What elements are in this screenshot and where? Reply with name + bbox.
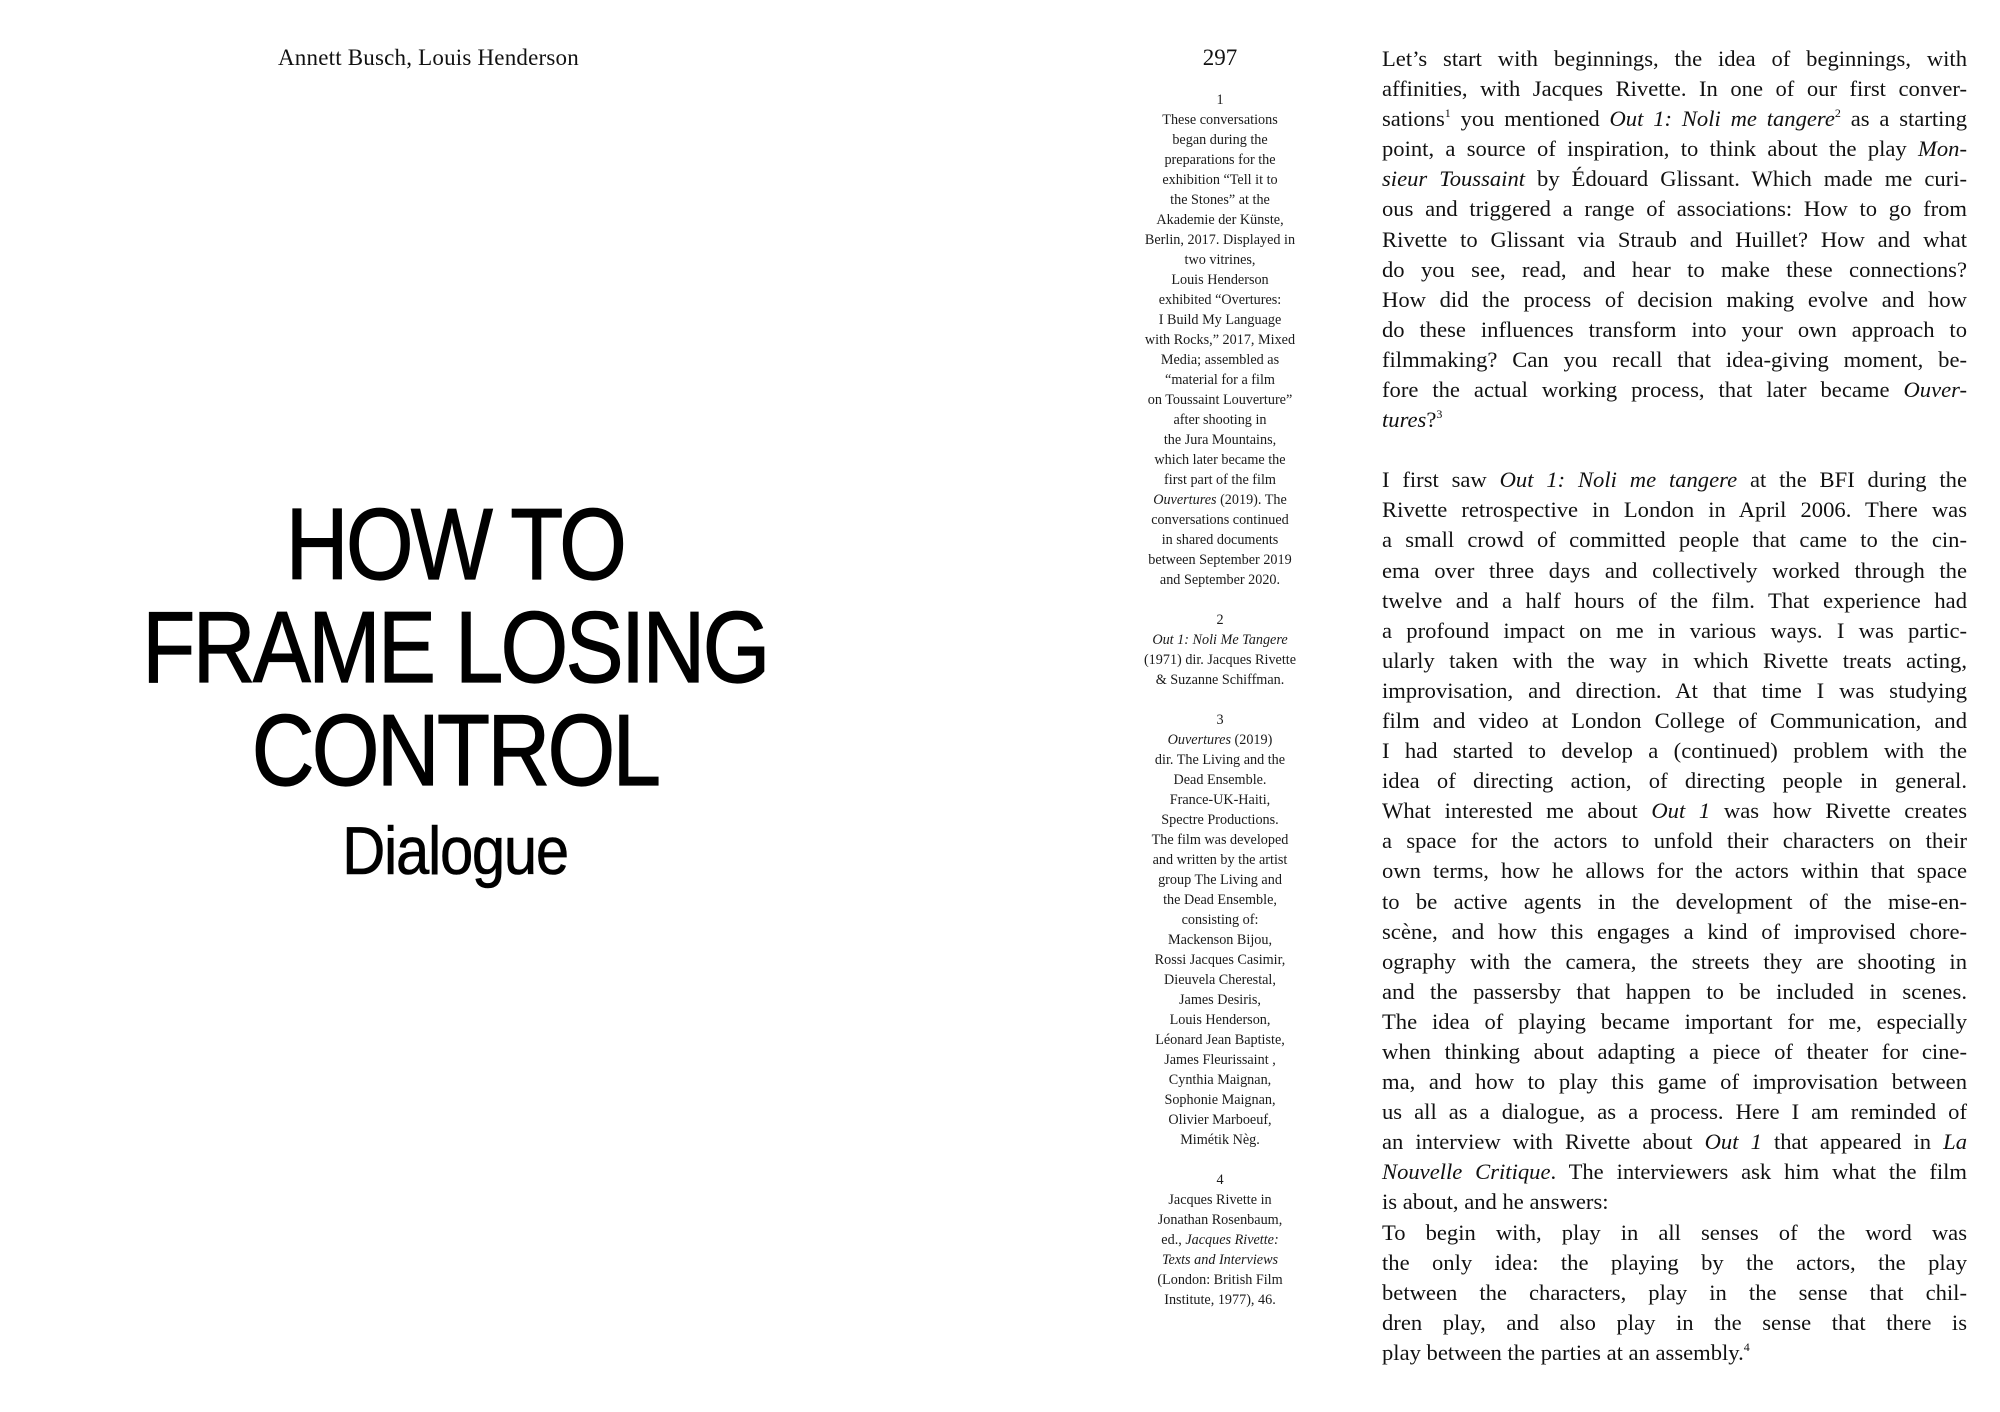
text-segment: Dieuvela Cherestal,: [1164, 972, 1276, 988]
footnote-reference: 3: [1436, 407, 1443, 422]
text-segment: group The Living and: [1158, 872, 1282, 888]
text-segment: the Stones” at the: [1170, 192, 1270, 208]
footnote-line: [1125, 1250, 1315, 1270]
text-segment: and September 2020.: [1159, 572, 1281, 588]
text-line: [1382, 315, 1967, 345]
text-line: [1382, 74, 1967, 104]
text-segment: The film was developed: [1151, 832, 1289, 848]
footnote-line: [1125, 1030, 1315, 1050]
text-segment: Léonard Jean Baptiste,: [1155, 1032, 1285, 1048]
italic-text: Ouvertures: [1167, 732, 1231, 748]
text-line: [1382, 225, 1967, 255]
text-segment: (1971) dir. Jacques Rivette: [1143, 652, 1297, 668]
text-line: [1382, 586, 1967, 616]
text-segment: How did the process of decision making evolve and how: [1382, 286, 1967, 312]
text-line: [1382, 646, 1967, 676]
footnote-line: [1125, 790, 1315, 810]
text-segment: Media; assembled as: [1160, 352, 1280, 368]
footnote-line: [1125, 1190, 1315, 1210]
text-segment: a space for the actors to unfold their characters on their: [1382, 828, 1967, 854]
text-line: [1382, 1278, 1967, 1308]
footnote-line: [1125, 930, 1315, 950]
footnote-line: [1125, 1210, 1315, 1230]
text-segment: is about, and he answers:: [1382, 1189, 1609, 1215]
text-line: [1382, 796, 1967, 826]
text-segment: fore the actual working process, that later became: [1382, 377, 1904, 403]
chapter-subtitle: Dialogue: [342, 813, 568, 889]
footnote-line: [1125, 150, 1315, 170]
italic-text: Nouvelle Critique: [1382, 1159, 1551, 1185]
italic-text: Mon-: [1918, 136, 1967, 162]
text-segment: Dead Ensemble.: [1173, 772, 1267, 788]
footnote-line: [1125, 810, 1315, 830]
footnote-line: [1125, 1090, 1315, 1110]
footnote-line: [1125, 570, 1315, 590]
footnote-line: [1125, 290, 1315, 310]
footnote-line: [1125, 970, 1315, 990]
footnote-line: [1125, 650, 1315, 670]
text-segment: dren play, and also play in the sense that there is: [1382, 1309, 1967, 1335]
text-line: [1382, 1097, 1967, 1127]
text-segment: which later became the: [1154, 452, 1286, 468]
footnote-line: [1125, 210, 1315, 230]
text-segment: ema over three days and collectively worked through the: [1382, 557, 1967, 583]
text-segment: the Dead Ensemble,: [1163, 892, 1277, 908]
text-line: [1382, 194, 1967, 224]
footnote-line: [1125, 310, 1315, 330]
italic-text: Texts and Interviews: [1161, 1252, 1279, 1268]
text-segment: twelve and a half hours of the film. That experience had: [1382, 587, 1967, 613]
text-segment: Berlin, 2017. Displayed in: [1144, 232, 1296, 248]
text-segment: I had started to develop a (continued) problem with the: [1382, 738, 1967, 764]
footnote-4: [1125, 1170, 1315, 1310]
running-head-authors: Annett Busch, Louis Henderson: [278, 45, 579, 70]
footnote-line: [1125, 1010, 1315, 1030]
text-segment: Mimétik Nèg.: [1180, 1132, 1260, 1148]
text-segment: as a starting: [1840, 106, 1967, 132]
text-segment: you mentioned: [1450, 106, 1610, 132]
footnote-line: [1125, 430, 1315, 450]
footnotes-column: [1125, 90, 1315, 1330]
text-segment: was how Rivette creates: [1710, 798, 1967, 824]
footnote-line: [1125, 1070, 1315, 1090]
text-line: [1382, 917, 1967, 947]
text-segment: ed.,: [1161, 1232, 1186, 1248]
text-line: [1382, 706, 1967, 736]
text-line: [1382, 556, 1967, 586]
text-line: [1382, 736, 1967, 766]
text-segment: ography with the camera, the streets they are shooting in: [1382, 948, 1967, 974]
footnote-line: [1125, 890, 1315, 910]
text-segment: (London: British Film: [1157, 1272, 1283, 1288]
text-segment: Spectre Productions.: [1161, 812, 1279, 828]
text-segment: began during the: [1172, 132, 1268, 148]
text-line: [1382, 1187, 1967, 1217]
italic-text: sieur Toussaint: [1382, 166, 1526, 192]
footnote-line: [1125, 470, 1315, 490]
text-segment: play between the parties at an assembly.: [1382, 1339, 1744, 1365]
text-segment: in shared documents: [1161, 532, 1279, 548]
text-line: [1382, 1037, 1967, 1067]
footnote-line: [1125, 110, 1315, 130]
chapter-title-block: [60, 489, 850, 889]
text-segment: a profound impact on me in various ways. I was partic-: [1382, 617, 1967, 643]
text-segment: Louis Henderson: [1171, 272, 1269, 288]
text-segment: preparations for the: [1164, 152, 1276, 168]
footnote-line: [1125, 770, 1315, 790]
text-line: [1382, 465, 1967, 495]
footnote-reference: 4: [1743, 1339, 1750, 1354]
text-segment: do you see, read, and hear to make these connections?: [1382, 256, 1967, 282]
text-segment: conversations continued: [1151, 512, 1289, 528]
footnote-line: [1125, 230, 1315, 250]
text-segment: film and video at London College of Communication, and: [1382, 707, 1967, 733]
text-line: [1382, 856, 1967, 886]
footnote-line: [1125, 1050, 1315, 1070]
text-segment: ularly taken with the way in which Rivette treats acting,: [1382, 647, 1967, 673]
text-segment: between the characters, play in the sense that chil-: [1382, 1279, 1967, 1305]
text-segment: Rossi Jacques Casimir,: [1154, 952, 1286, 968]
italic-text: Out 1: Noli me tangere: [1499, 467, 1738, 493]
footnote-line: [1125, 1290, 1315, 1310]
text-segment: filmmaking? Can you recall that idea-giving moment, be-: [1382, 346, 1967, 372]
text-segment: when thinking about adapting a piece of theater for cine-: [1382, 1039, 1967, 1064]
text-segment: first part of the film: [1164, 472, 1276, 488]
text-segment: and written by the artist: [1152, 852, 1288, 868]
footnote-3: [1125, 710, 1315, 1150]
italic-text: Out 1: [1651, 798, 1711, 824]
footnote-line: [1125, 530, 1315, 550]
text-segment: by Édouard Glissant. Which made me curi-: [1525, 166, 1967, 192]
text-segment: What interested me about: [1382, 798, 1652, 824]
footnote-line: [1125, 270, 1315, 290]
text-line: [1382, 1007, 1967, 1037]
footnote-line: [1125, 130, 1315, 150]
text-segment: James Fleurissaint ,: [1164, 1052, 1276, 1068]
text-segment: Akademie der Künste,: [1156, 212, 1284, 228]
text-segment: consisting of:: [1181, 912, 1259, 928]
footnote-line: [1125, 170, 1315, 190]
chapter-title-line-2: FRAME LOSING: [142, 592, 768, 704]
footnote-line: [1125, 370, 1315, 390]
text-segment: Olivier Marboeuf,: [1168, 1112, 1272, 1128]
italic-text: Out 1: Noli me tangere: [1609, 106, 1835, 132]
footnote-line: [1125, 1130, 1315, 1150]
footnote-reference: 1: [1444, 106, 1451, 121]
text-line: [1382, 1127, 1967, 1157]
footnote-line: [1125, 450, 1315, 470]
footnote-line: [1125, 330, 1315, 350]
paragraph-question: [1382, 44, 1967, 435]
text-line: [1382, 405, 1967, 435]
text-segment: two vitrines,: [1184, 252, 1256, 268]
text-segment: exhibition “Tell it to: [1162, 172, 1278, 188]
text-segment: I first saw: [1382, 467, 1500, 493]
footnote-1: [1125, 90, 1315, 590]
italic-text: Out 1: [1704, 1129, 1762, 1155]
text-line: [1382, 285, 1967, 315]
text-line: [1382, 1308, 1967, 1338]
footnote-line: [1125, 950, 1315, 970]
text-line: [1382, 616, 1967, 646]
footnote-2: [1125, 610, 1315, 690]
text-segment: an interview with Rivette about: [1382, 1129, 1705, 1155]
text-segment: The idea of playing became important for me, especially: [1382, 1008, 1967, 1034]
footnote-line: [1125, 750, 1315, 770]
text-segment: on Toussaint Louverture”: [1147, 392, 1293, 408]
text-segment: . The interviewers ask him what the film: [1550, 1159, 1967, 1185]
text-line: [1382, 1157, 1967, 1187]
text-line: [1382, 887, 1967, 917]
chapter-title-line-3: CONTROL: [251, 695, 659, 807]
text-segment: Cynthia Maignan,: [1168, 1072, 1272, 1088]
text-segment: own terms, how he allows for the actors within that space: [1382, 858, 1967, 884]
text-segment: us all as a dialogue, as a process. Here I am reminded of: [1382, 1099, 1967, 1125]
text-segment: France-UK-Haiti,: [1169, 792, 1271, 808]
text-segment: “material for a film: [1165, 372, 1275, 388]
text-line: [1382, 947, 1967, 977]
footnote-line: [1125, 490, 1315, 510]
text-segment: These conversations: [1162, 112, 1278, 128]
text-segment: Rivette retrospective in London in April 2006. There was: [1382, 497, 1967, 523]
text-segment: (2019). The: [1216, 492, 1287, 508]
text-segment: Jonathan Rosenbaum,: [1157, 1212, 1283, 1228]
italic-text: Jacques Rivette:: [1185, 1232, 1279, 1248]
text-line: [1382, 345, 1967, 375]
text-segment: ma, and how to play this game of improvisation between: [1382, 1069, 1967, 1095]
text-segment: point, a source of inspiration, to think about the play: [1382, 136, 1919, 162]
footnote-line: [1125, 910, 1315, 930]
text-segment: scène, and how this engages a kind of improvised chore-: [1382, 918, 1967, 944]
text-line: [1382, 1218, 1967, 1248]
footnote-line: [1125, 630, 1315, 650]
text-segment: exhibited “Overtures:: [1158, 292, 1282, 308]
footnote-line: [1125, 1110, 1315, 1130]
text-segment: (2019): [1230, 732, 1273, 748]
text-line: [1382, 826, 1967, 856]
text-segment: Rivette to Glissant via Straub and Huillet? How and what: [1382, 226, 1967, 252]
text-line: [1382, 164, 1967, 194]
chapter-title-line-1: HOW TO: [285, 489, 625, 601]
paragraph-answer: [1382, 465, 1967, 1217]
footnote-line: [1125, 510, 1315, 530]
text-line: [1382, 1338, 1967, 1368]
text-segment: Mackenson Bijou,: [1167, 932, 1273, 948]
text-segment: Sophonie Maignan,: [1164, 1092, 1276, 1108]
text-line: [1382, 134, 1967, 164]
text-segment: idea of directing action, of directing people in general.: [1382, 768, 1967, 794]
footnote-line: [1125, 730, 1315, 750]
text-segment: Institute, 1977), 46.: [1164, 1292, 1276, 1308]
text-line: [1382, 1248, 1967, 1278]
text-segment: To begin with, play in all senses of the word was: [1382, 1219, 1967, 1245]
text-segment: that appeared in: [1761, 1129, 1944, 1155]
footnote-line: [1125, 870, 1315, 890]
text-segment: Jacques Rivette in: [1168, 1192, 1272, 1208]
text-line: [1382, 375, 1967, 405]
italic-text: tures: [1382, 407, 1427, 433]
footnote-line: [1125, 390, 1315, 410]
text-segment: & Suzanne Schiffman.: [1155, 672, 1285, 688]
text-segment: Louis Henderson,: [1169, 1012, 1271, 1028]
text-segment: and the passersby that happen to be included in scenes.: [1382, 978, 1967, 1004]
text-line: [1382, 44, 1967, 74]
footnote-line: [1125, 190, 1315, 210]
footnote-reference: 2: [1834, 106, 1841, 121]
text-line: [1382, 255, 1967, 285]
footnote-line: [1125, 850, 1315, 870]
text-segment: with Rocks,” 2017, Mixed: [1144, 332, 1296, 348]
text-segment: ?: [1426, 407, 1437, 433]
footnote-line: [1125, 1270, 1315, 1290]
text-segment: after shooting in: [1173, 412, 1267, 428]
text-line: [1382, 495, 1967, 525]
text-segment: I Build My Language: [1158, 312, 1282, 328]
text-line: [1382, 676, 1967, 706]
text-line: [1382, 1067, 1967, 1097]
page-number: 297: [1202, 45, 1238, 70]
text-segment: to be active agents in the development of the mise-en-: [1382, 888, 1967, 914]
footnote-line: [1125, 550, 1315, 570]
text-segment: dir. The Living and the: [1154, 752, 1286, 768]
text-segment: the only idea: the playing by the actors, the play: [1382, 1249, 1967, 1275]
footnote-line: [1125, 350, 1315, 370]
text-segment: do these influences transform into your own approach to: [1382, 316, 1967, 342]
text-segment: a small crowd of committed people that came to the cin-: [1382, 527, 1967, 553]
text-line: [1382, 766, 1967, 796]
text-segment: improvisation, and direction. At that time I was studying: [1382, 677, 1967, 703]
text-line: [1382, 977, 1967, 1007]
text-segment: James Desiris,: [1179, 992, 1261, 1008]
footnote-line: [1125, 670, 1315, 690]
footnote-number: 3: [1216, 712, 1224, 728]
text-segment: ous and triggered a range of associations: How to go from: [1382, 196, 1967, 222]
italic-text: La: [1943, 1129, 1967, 1155]
footnote-number: 4: [1216, 1172, 1224, 1188]
text-segment: at the BFI during the: [1737, 467, 1967, 493]
text-segment: the Jura Mountains,: [1163, 432, 1277, 448]
footnote-line: [1125, 250, 1315, 270]
italic-text: Ouvertures: [1153, 492, 1217, 508]
footnote-line: [1125, 410, 1315, 430]
italic-text: Ouver-: [1903, 377, 1967, 403]
body-text-column: [1382, 44, 1967, 1398]
text-segment: affinities, with Jacques Rivette. In one of our first conver-: [1382, 76, 1967, 102]
text-line: [1382, 525, 1967, 555]
text-segment: between September 2019: [1148, 552, 1292, 568]
footnote-line: [1125, 990, 1315, 1010]
footnote-line: [1125, 830, 1315, 850]
block-quote: [1382, 1218, 1967, 1368]
text-segment: sations: [1382, 106, 1445, 132]
footnote-line: [1125, 1230, 1315, 1250]
italic-text: Out 1: Noli Me Tangere: [1152, 632, 1288, 648]
footnote-number: 2: [1216, 612, 1224, 628]
footnote-number: 1: [1216, 92, 1224, 108]
text-line: [1382, 104, 1967, 134]
text-segment: Let’s start with beginnings, the idea of beginnings, with: [1382, 46, 1967, 71]
